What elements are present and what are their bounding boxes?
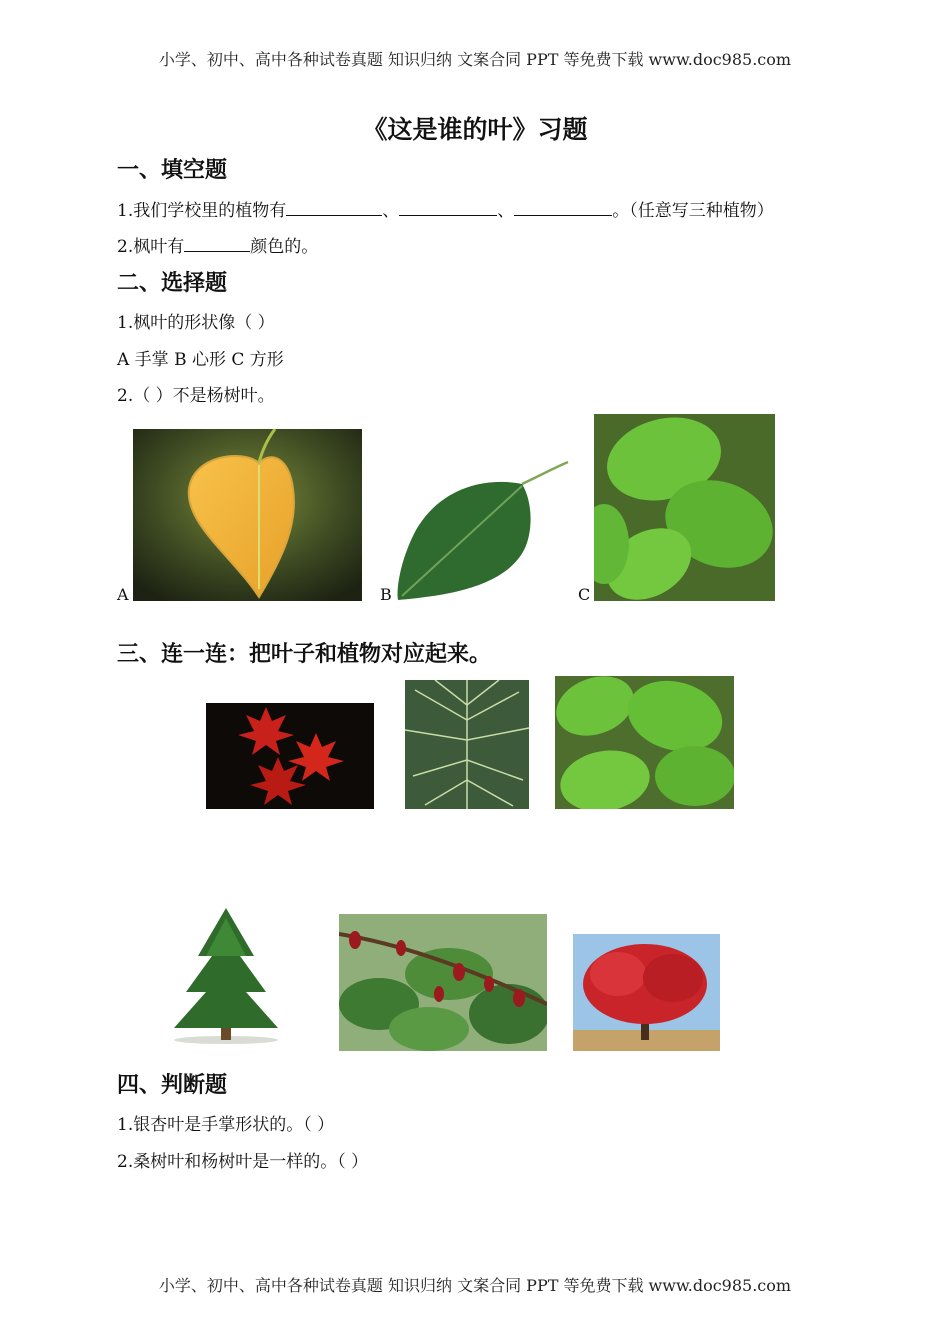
answer-blank[interactable] — [286, 199, 382, 216]
separator: 、 — [497, 201, 515, 221]
option-label-c: C — [578, 585, 591, 604]
section-heading-choice: 二、选择题 — [117, 271, 228, 296]
judge-question-1: 1.银杏叶是手掌形状的。（ ） — [117, 1115, 335, 1135]
fill-q2-suffix: 颜色的。 — [250, 237, 319, 257]
red-maple-leaves-image — [206, 703, 374, 809]
option-label-a: A — [117, 585, 129, 604]
poplar-leaf-image — [394, 460, 570, 601]
pine-tree-image — [166, 906, 286, 1045]
page-footer: 小学、初中、高中各种试卷真题 知识归纳 文案合同 PPT 等免费下载 www.doc985.com — [158, 1276, 792, 1295]
heart-leaf-image — [133, 429, 362, 601]
choice-question-2: 2.（ ）不是杨树叶。 — [117, 386, 275, 406]
fill-question-2 — [117, 232, 318, 257]
fill-q1-suffix: 。（任意写三种植物） — [612, 201, 774, 221]
page-title: 《这是谁的叶》习题 — [362, 115, 588, 144]
judge-question-2: 2.桑树叶和杨树叶是一样的。（ ） — [117, 1152, 369, 1172]
option-label-b: B — [380, 585, 392, 604]
red-maple-tree-image — [573, 934, 720, 1051]
answer-blank[interactable] — [399, 199, 497, 216]
fill-q1-prefix: 1.我们学校里的植物有 — [117, 201, 287, 221]
section-heading-match: 三、连一连：把叶子和植物对应起来。 — [117, 642, 492, 667]
fill-question-1 — [117, 196, 774, 221]
mulberry-branch-image — [339, 914, 547, 1051]
page-header: 小学、初中、高中各种试卷真题 知识归纳 文案合同 PPT 等免费下载 www.doc985.com — [158, 50, 792, 69]
separator: 、 — [382, 201, 400, 221]
answer-blank[interactable] — [184, 235, 250, 252]
fill-q2-prefix: 2.枫叶有 — [117, 237, 185, 257]
green-leaves-image — [555, 676, 734, 809]
choice-question-1: 1.枫叶的形状像（ ） — [117, 313, 275, 333]
answer-blank[interactable] — [514, 199, 612, 216]
choice-question-1-options: A 手掌 B 心形 C 方形 — [117, 350, 284, 370]
pine-needles-image — [405, 680, 529, 809]
section-heading-judge: 四、判断题 — [117, 1073, 228, 1098]
serrated-leaves-image — [594, 414, 775, 601]
section-heading-fill: 一、填空题 — [117, 158, 228, 183]
